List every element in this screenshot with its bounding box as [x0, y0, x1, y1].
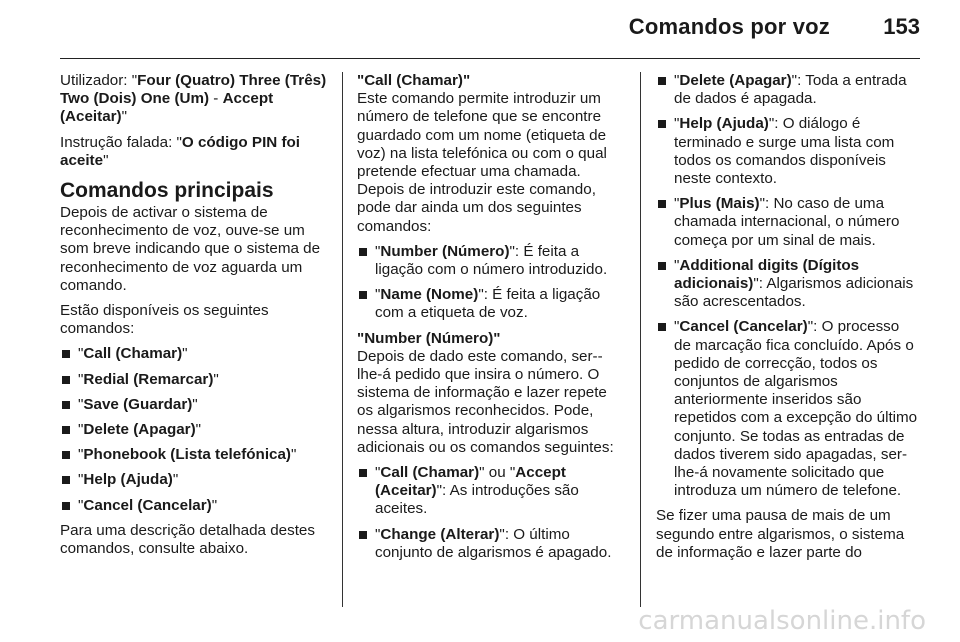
paragraph: Este comando permite introduzir um número de telefone que se encontre guardado com um nome (etiqueta de voz) na lista telefónica ou com o qual pretende efectuar uma chamada. Depois de introduzir este comando, pode dar ainda um dos seguintes comandos:	[357, 90, 607, 235]
list-item: "Delete (Apagar)"	[60, 421, 328, 439]
bullet-icon	[658, 200, 666, 208]
list-item: "Call (Chamar)"	[60, 345, 328, 363]
bullet-icon	[62, 502, 70, 510]
list-item: "Additional digits (Dígitos adicionais)": Algarismos adicionais são acrescentados.	[656, 257, 920, 312]
watermark: carmanualsonline.info	[638, 606, 926, 636]
list-item: "Phonebook (Lista telefónica)"	[60, 446, 328, 464]
subheading: "Call (Chamar)"	[357, 72, 471, 89]
command-list	[60, 345, 328, 514]
list-item: "Help (Ajuda)": O diálogo é terminado e surge uma lista com todos os comandos disponíveis neste contexto.	[656, 115, 920, 188]
bullet-icon	[658, 323, 666, 331]
list-item: "Plus (Mais)": No caso de uma chamada internacional, o número começa por um sinal de mais.	[656, 195, 920, 250]
section-heading: Comandos principais	[60, 179, 274, 203]
subheading: "Number (Número)"	[357, 329, 501, 347]
list-item: "Help (Ajuda)"	[60, 471, 328, 489]
paragraph: Depois de dado este comando, ser--lhe-á pedido que insira o número. O sistema de informação e lazer repete os algarismos reconhecidos. Pode, nessa altura, introduzir algarismos adicionais ou os comandos seguintes:	[357, 347, 614, 456]
bullet-icon	[359, 469, 367, 477]
header-rule	[60, 58, 920, 59]
list-item: "Number (Número)": É feita a ligação com o número introduzido.	[357, 243, 625, 279]
column-divider	[342, 72, 343, 607]
bullet-icon	[359, 248, 367, 256]
option-list	[357, 243, 625, 323]
user-utterance: Utilizador: "Four (Quatro) Three (Três) Two (Dois) One (Um) - Accept (Aceitar)"	[60, 72, 327, 126]
column-left	[60, 72, 328, 565]
bullet-icon	[658, 77, 666, 85]
list-item: "Cancel (Cancelar)": O processo de marcação fica concluído. Após o pedido de correcção, todos os conjuntos de algarismos anteriormente inseridos são repetidos com a excepção do último conjunto. Se todas as entradas de dados tiverem sido apagadas, ser-lhe-á novamente solicitado que introduza um número de telefone.	[656, 318, 920, 500]
bullet-icon	[359, 291, 367, 299]
paragraph: Se fizer uma pausa de mais de um segundo entre algarismos, o sistema de informação e lazer parte do	[656, 507, 905, 561]
column-divider	[640, 72, 641, 607]
paragraph: Para uma descrição detalhada destes comandos, consulte abaixo.	[60, 521, 315, 558]
spoken-instruction: Instrução falada: "O código PIN foi aceite"	[60, 133, 301, 169]
column-right	[656, 72, 920, 569]
column-middle	[357, 72, 625, 569]
paragraph: Estão disponíveis os seguintes comandos:	[60, 302, 269, 338]
list-item: "Redial (Remarcar)"	[60, 371, 328, 389]
bullet-icon	[62, 426, 70, 434]
option-list	[656, 72, 920, 500]
option-list	[357, 464, 625, 562]
list-item: "Delete (Apagar)": Toda a entrada de dados é apagada.	[656, 72, 920, 108]
page-header	[0, 0, 960, 60]
bullet-icon	[658, 120, 666, 128]
bullet-icon	[62, 451, 70, 459]
list-item: "Change (Alterar)": O último conjunto de algarismos é apagado.	[357, 526, 625, 562]
bullet-icon	[62, 376, 70, 384]
list-item: "Name (Nome)": É feita a ligação com a etiqueta de voz.	[357, 286, 625, 322]
list-item: "Cancel (Cancelar)"	[60, 497, 328, 515]
list-item: "Call (Chamar)" ou "Accept (Aceitar)": As introduções são aceites.	[357, 464, 625, 519]
bullet-icon	[62, 401, 70, 409]
page-title: Comandos por voz	[628, 14, 830, 39]
bullet-icon	[359, 531, 367, 539]
list-item: "Save (Guardar)"	[60, 396, 328, 414]
bullet-icon	[62, 350, 70, 358]
bullet-icon	[658, 262, 666, 270]
paragraph: Depois de activar o sistema de reconhecimento de voz, ouve-se um som breve indicando que o sistema de reconhecimento de voz aguarda um comando.	[60, 204, 321, 294]
page-number: 153	[883, 14, 920, 39]
bullet-icon	[62, 476, 70, 484]
